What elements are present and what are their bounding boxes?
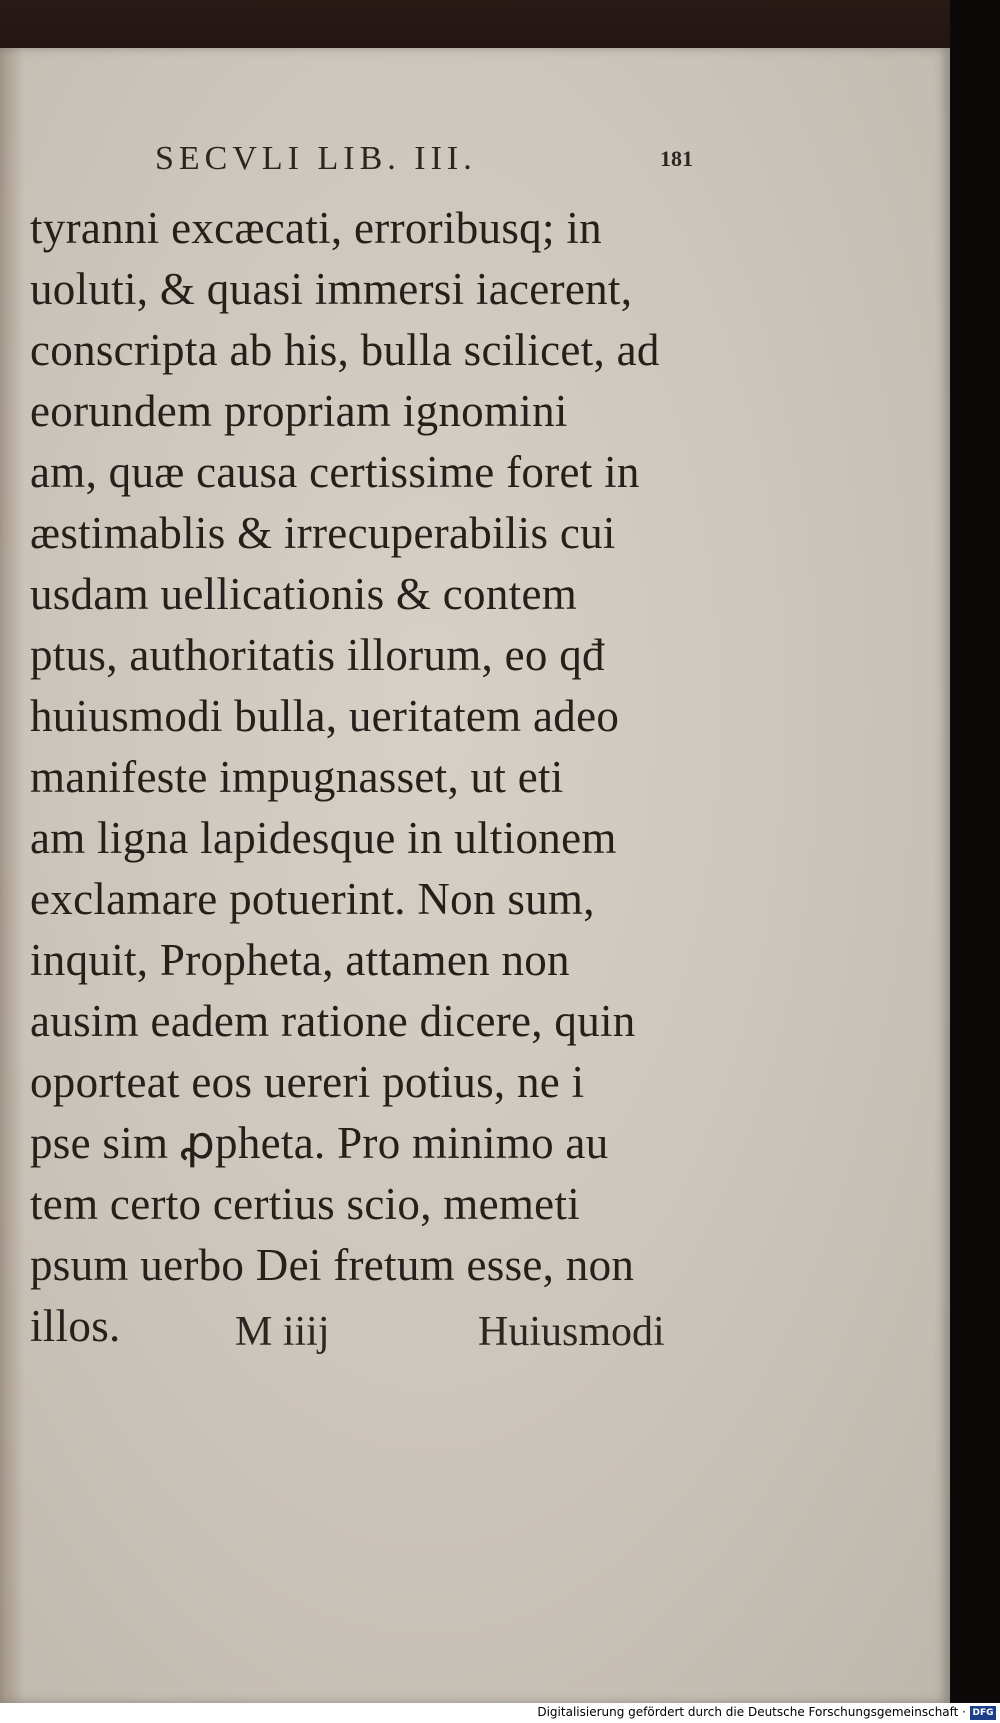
book-cover-top-edge	[0, 0, 1000, 52]
text-line: inquit, Propheta, attamen non	[30, 935, 570, 985]
text-line: tyranni excæcati, erroribusq; in	[30, 203, 602, 253]
body-text	[30, 198, 730, 1357]
text-line: manifeste impugnasset, ut eti	[30, 752, 564, 802]
text-line: conscripta ab his, bulla scilicet, ad	[30, 325, 660, 375]
text-line: eorundem propriam ignomini	[30, 386, 568, 436]
book-right-edge	[950, 0, 1000, 1723]
page-footer-marks	[0, 1308, 950, 1368]
page-number: 181	[660, 146, 693, 171]
running-head-title: SECVLI LIB. III.	[155, 140, 477, 177]
text-line: am ligna lapidesque in ultionem	[30, 813, 617, 863]
text-line: psum uerbo Dei fretum esse, non	[30, 1240, 635, 1290]
dfg-logo-icon: DFG	[970, 1706, 996, 1720]
text-line: illos.	[30, 1301, 121, 1351]
text-line: ptus, authoritatis illorum, eo qđ	[30, 630, 605, 680]
text-line: ausim eadem ratione dicere, quin	[30, 996, 636, 1046]
catchword: Huiusmodi	[478, 1309, 665, 1355]
text-line: pse sim ꝓpheta. Pro minimo au	[30, 1118, 609, 1168]
funding-credit-text: Digitalisierung gefördert durch die Deutsche Forschungsgemeinschaft ·	[537, 1705, 966, 1719]
text-line: oporteat eos uereri potius, ne i	[30, 1057, 585, 1107]
signature-mark: M iiij	[235, 1309, 330, 1355]
text-line: uoluti, & quasi immersi iacerent,	[30, 264, 633, 314]
digitization-credit-bar	[0, 1703, 1000, 1723]
text-line: usdam uellicationis & contem	[30, 569, 578, 619]
text-line: æstimablis & irrecuperabilis cui	[30, 508, 616, 558]
text-line: huiusmodi bulla, ueritatem adeo	[30, 691, 620, 741]
text-line: tem certo certius scio, memeti	[30, 1179, 581, 1229]
text-line: exclamare potuerint. Non sum,	[30, 874, 595, 924]
text-line: am, quæ causa certissime foret in	[30, 447, 640, 497]
page-gutter-shadow	[0, 48, 24, 1703]
